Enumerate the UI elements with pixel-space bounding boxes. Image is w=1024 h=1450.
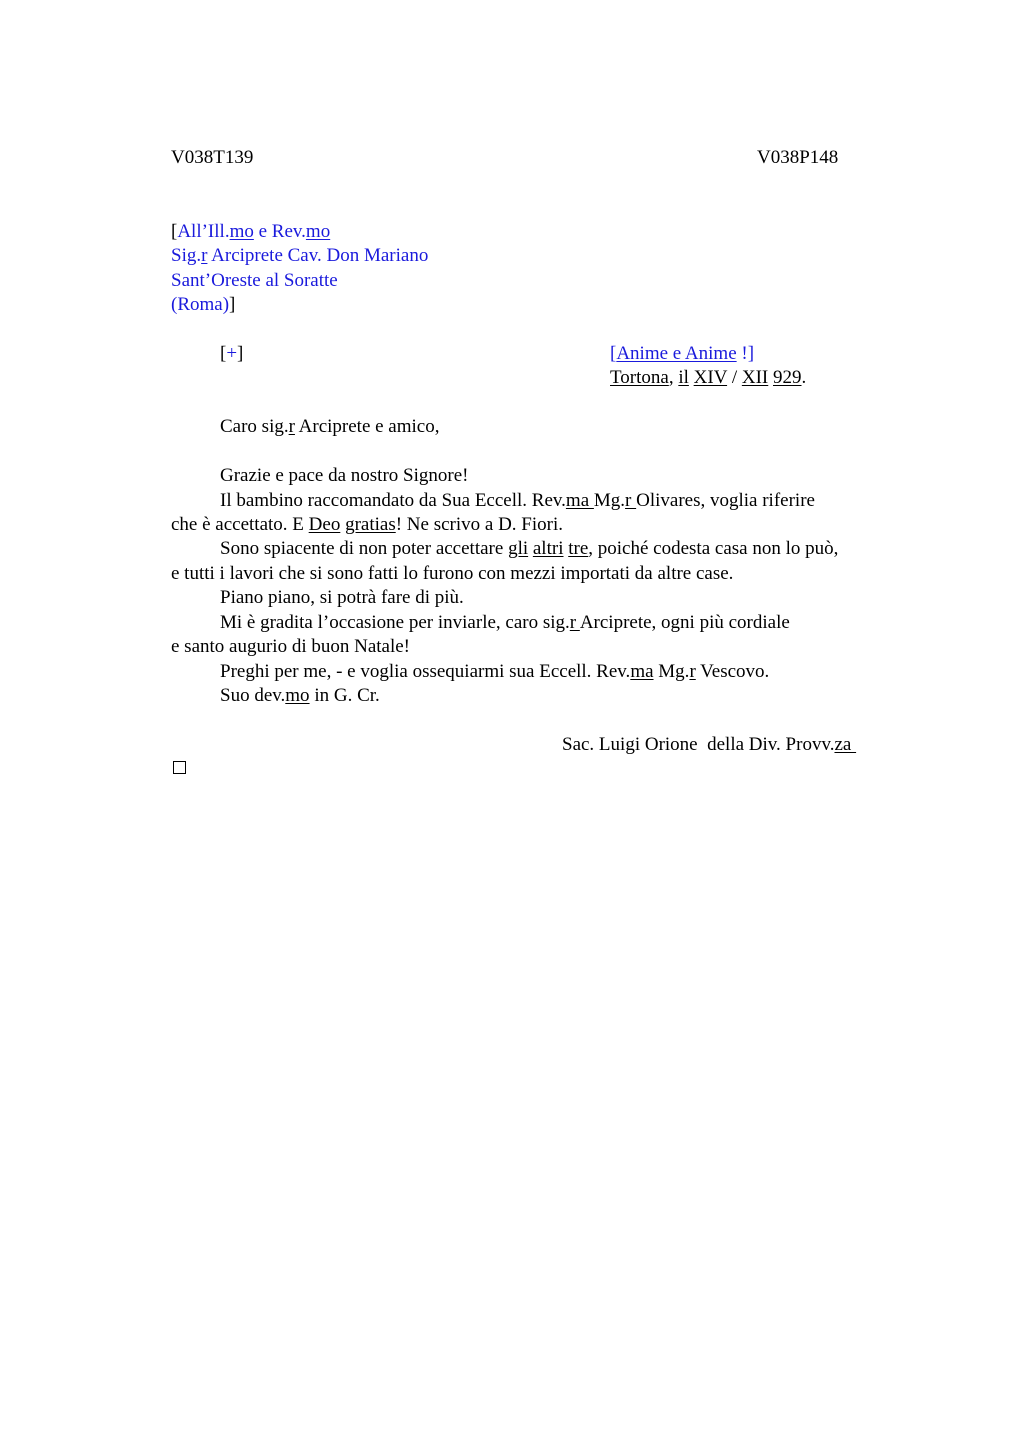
body-paragraph-3-line-2: e tutti i lavori che si sono fatti lo furono con mezzi importati da altre case. — [171, 563, 734, 584]
cross-mark: [+] — [220, 343, 244, 364]
body-paragraph-1: Grazie e pace da nostro Signore! — [220, 465, 469, 486]
address-line-2: Sig.r Arciprete Cav. Don Mariano — [171, 245, 429, 266]
body-paragraph-5-line-2: e santo augurio di buon Natale! — [171, 636, 411, 657]
closing-line: Suo dev.mo in G. Cr. — [220, 685, 380, 706]
body-paragraph-2-line-1: Il bambino raccomandato da Sua Eccell. Rev.ma Mg.r Olivares, voglia riferire — [220, 490, 815, 511]
body-paragraph-3-line-1: Sono spiacente di non poter accettare gli altri tre, poiché codesta casa non lo può, — [220, 538, 839, 559]
body-paragraph-2-line-2: che è accettato. E Deo gratias! Ne scrivo a D. Fiori. — [171, 514, 564, 535]
motto: [Anime e Anime !] — [610, 343, 755, 364]
body-paragraph-5-line-1: Mi è gradita l’occasione per inviarle, caro sig.r Arciprete, ogni più cordiale — [220, 612, 790, 633]
body-paragraph-4: Piano piano, si potrà fare di più. — [220, 587, 464, 608]
date-line: Tortona, il XIV / XII 929. — [610, 367, 807, 388]
salutation: Caro sig.r Arciprete e amico, — [220, 416, 440, 437]
address-line-3: Sant’Oreste al Soratte — [171, 270, 338, 291]
body-paragraph-6: Preghi per me, - e voglia ossequiarmi sua Eccell. Rev.ma Mg.r Vescovo. — [220, 661, 770, 682]
address-line-1: [All’Ill.mo e Rev.mo — [171, 221, 331, 242]
document-code-left: V038T139 — [171, 147, 254, 168]
document-code-right: V038P148 — [757, 147, 839, 168]
end-square-icon — [173, 761, 186, 774]
address-line-4: (Roma)] — [171, 294, 236, 315]
signature: Sac. Luigi Orione della Div. Provv.za — [562, 734, 857, 755]
